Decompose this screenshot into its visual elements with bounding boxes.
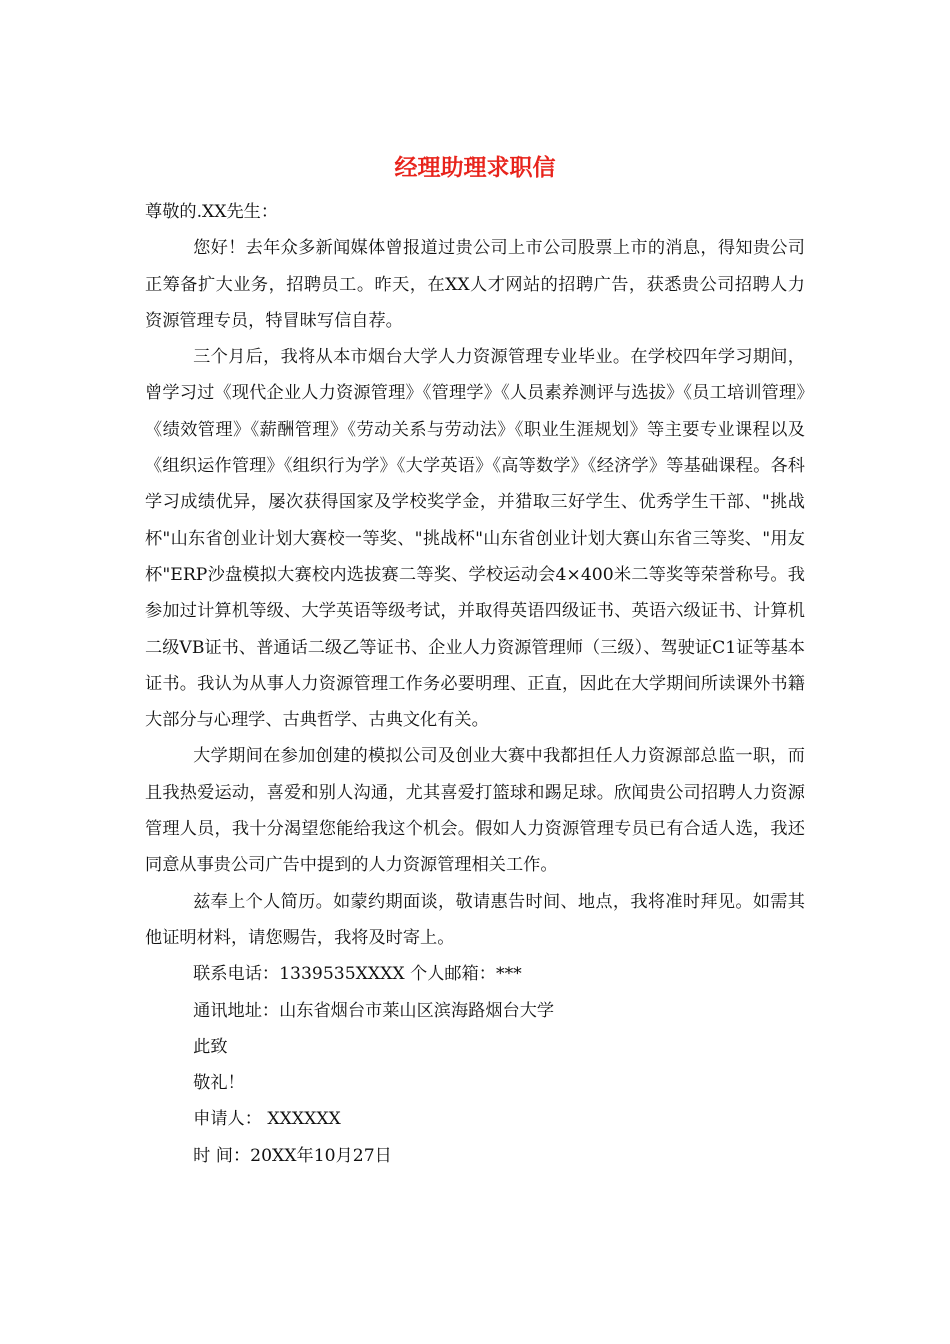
letter-date: 时 间：20XX年10月27日 (193, 1145, 392, 1166)
paragraph-2: 三个月后，我将从本市烟台大学人力资源管理专业毕业。在学校四年学习期间，曾学习过《现代企业人力资源管理》《管理学》《人员素养测评与选拔》《员工培训管理》《绩效管理》《薪酬管理》《劳动关系与劳动法》《职业生涯规划》等主要专业课程以及《组织运作管理》《组织行为学》《大学英语》《高等数学》《经济学》等基础课程。各科学习成绩优异，屡次获得国家及学校奖学金，并猎取三好学生、优秀学生干部、"挑战杯"山东省创业计划大赛校一等奖、"挑战杯"山东省创业计划大赛山东省三等奖、"用友杯"ERP沙盘模拟大赛校内选拔赛二等奖、学校运动会4×400米二等奖等荣誉称号。我参加过计算机等级、大学英语等级考试，并取得英语四级证书、英语六级证书、计算机二级VB证书、普通话二级乙等证书、企业人力资源管理师（三级）、驾驶证C1证等基本证书。我认为从事人力资源管理工作务必要明理、正直，因此在大学期间所读课外书籍大部分与心理学、古典哲学、古典文化有关。 (145, 347, 805, 731)
paragraph-1: 您好！去年众多新闻媒体曾报道过贵公司上市公司股票上市的消息，得知贵公司正筹备扩大业务，招聘员工。昨天，在XX人才网站的招聘广告，获悉贵公司招聘人力资源管理专员，特冒昧写信自荐。 (145, 238, 805, 331)
closing-line-1: 此致 (193, 1036, 228, 1057)
contact-address: 通讯地址：山东省烟台市莱山区滨海路烟台大学 (193, 1000, 555, 1021)
document-title: 经理助理求职信 (394, 155, 556, 181)
closing-line-2: 敬礼！ (193, 1073, 245, 1094)
salutation: 尊敬的.XX先生： (145, 202, 279, 222)
paragraph-4: 兹奉上个人简历。如蒙约期面谈，敬请惠告时间、地点，我将准时拜见。如需其他证明材料，请您赐告，我将及时寄上。 (145, 891, 805, 948)
paragraph-3: 大学期间在参加创建的模拟公司及创业大赛中我都担任人力资源部总监一职，而且我热爱运动，喜爱和别人沟通，尤其喜爱打篮球和踢足球。欣闻贵公司招聘人力资源管理人员，我十分渴望您能给我这个机会。假如人力资源管理专员已有合适人选，我还同意从事贵公司广告中提到的人力资源管理相关工作。 (145, 746, 805, 876)
contact-phone-email: 联系电话：1339535XXXX 个人邮箱：*** (193, 964, 522, 985)
letter-body (145, 194, 805, 1174)
applicant-signature: 申请人： XXXXXX (193, 1109, 341, 1130)
